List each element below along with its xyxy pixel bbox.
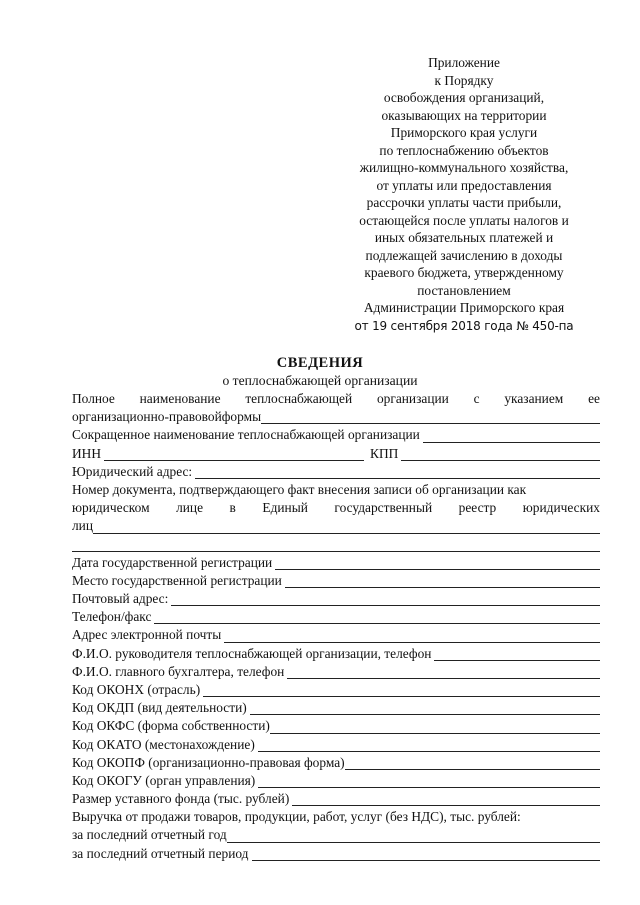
- inn-kpp-field: [72, 445, 600, 463]
- email-label: Адрес электронной почты: [72, 627, 222, 643]
- revenue-label: Выручка от продажи товаров, продукции, работ, услуг (без НДС), тыс. рублей:: [72, 809, 521, 825]
- full-name-blank[interactable]: [261, 411, 600, 424]
- okogu-label: Код ОКОГУ (орган управления): [72, 772, 256, 788]
- phone-fax-label: Телефон/факс: [72, 609, 152, 625]
- appendix-line: к Порядку: [434, 72, 494, 88]
- info-form: [72, 390, 600, 863]
- appendix-line: Приморского края услуги: [390, 125, 538, 140]
- capital-field: [72, 790, 600, 808]
- decree-reference: от 19 сентября 2018 года № 450-па: [354, 318, 574, 333]
- last-period-field: [72, 845, 600, 863]
- appendix-line: по теплоснабжению объектов: [379, 142, 549, 158]
- appendix-line: жилищно-коммунального хозяйства,: [359, 160, 569, 175]
- last-period-label: за последний отчетный период: [72, 845, 249, 861]
- short-name-blank[interactable]: [423, 430, 600, 443]
- inn-label: ИНН: [72, 445, 102, 461]
- appendix-line: краевого бюджета, утвержденному: [364, 265, 564, 280]
- okato-label: Код ОКАТО (местонахождение): [72, 736, 255, 752]
- reg-doc-label-3: лиц: [72, 518, 94, 534]
- revenue-label-row: [72, 808, 600, 826]
- appendix-header: [330, 54, 598, 335]
- reg-doc-label-2: юридическом лице в Единый государственный реестр юридических: [72, 500, 600, 516]
- last-year-blank[interactable]: [227, 830, 600, 843]
- phone-fax-blank[interactable]: [154, 611, 600, 624]
- accountant-field: [72, 663, 600, 681]
- accountant-label: Ф.И.О. главного бухгалтера, телефон: [72, 663, 285, 679]
- director-field: [72, 645, 600, 663]
- okdp-blank[interactable]: [250, 702, 600, 715]
- document-title: СВЕДЕНИЯ: [276, 355, 364, 371]
- short-name-label: Сокращенное наименование теплоснабжающей организации: [72, 427, 420, 443]
- kpp-blank[interactable]: [401, 448, 600, 461]
- short-name-field: [72, 426, 600, 444]
- postal-address-field: [72, 590, 600, 608]
- okfs-field: [72, 717, 600, 735]
- appendix-line: подлежащей зачислению в доходы: [365, 247, 563, 263]
- okdp-label: Код ОКДП (вид деятельности): [72, 700, 247, 716]
- okato-field: [72, 736, 600, 754]
- okato-blank[interactable]: [258, 739, 600, 752]
- capital-blank[interactable]: [292, 793, 600, 806]
- reg-doc-blank-2[interactable]: [72, 536, 600, 554]
- last-year-field: [72, 827, 600, 845]
- full-name-label: Полное наименование теплоснабжающей организации с указанием ее: [72, 391, 600, 406]
- reg-date-blank[interactable]: [275, 557, 600, 570]
- okdp-field: [72, 699, 600, 717]
- reg-place-label: Место государственной регистрации: [72, 572, 282, 588]
- capital-label: Размер уставного фонда (тыс. рублей): [72, 791, 290, 807]
- legal-address-field: [72, 463, 600, 481]
- director-label: Ф.И.О. руководителя теплоснабжающей организации, телефон: [72, 645, 432, 661]
- reg-date-field: [72, 554, 600, 572]
- legal-address-blank[interactable]: [195, 466, 600, 479]
- reg-date-label: Дата государственной регистрации: [72, 554, 273, 570]
- last-period-blank[interactable]: [252, 848, 601, 861]
- accountant-blank[interactable]: [287, 666, 600, 679]
- email-field: [72, 626, 600, 644]
- appendix-line: остающейся после уплаты налогов и: [359, 212, 569, 228]
- reg-doc-label-1: Номер документа, подтверждающего факт внесения записи об организации как: [72, 481, 527, 497]
- phone-fax-field: [72, 608, 600, 626]
- okfs-label: Код ОКФС (форма собственности): [72, 718, 270, 734]
- reg-place-blank[interactable]: [285, 575, 600, 588]
- appendix-line: Администрации Приморского края: [363, 300, 565, 315]
- appendix-line: освобождения организаций,: [383, 90, 545, 105]
- reg-doc-blank[interactable]: [93, 521, 600, 534]
- full-name-label-cont: организационно-правовойформы: [72, 409, 262, 425]
- okonh-field: [72, 681, 600, 699]
- okogu-blank[interactable]: [258, 775, 600, 788]
- okopf-label: Код ОКОПФ (организационно-правовая форма): [72, 754, 345, 770]
- postal-address-label: Почтовый адрес:: [72, 591, 169, 607]
- email-blank[interactable]: [224, 630, 600, 643]
- kpp-label: КПП: [370, 445, 399, 461]
- document-subtitle: о теплоснабжающей организации: [222, 373, 418, 388]
- appendix-line: от уплаты или предоставления: [376, 177, 552, 193]
- full-name-field: [72, 408, 600, 426]
- okopf-blank[interactable]: [345, 757, 600, 770]
- okonh-label: Код ОКОНХ (отрасль): [72, 681, 201, 697]
- okonh-blank[interactable]: [203, 684, 600, 697]
- postal-address-blank[interactable]: [171, 593, 600, 606]
- reg-place-field: [72, 572, 600, 590]
- director-blank[interactable]: [434, 648, 600, 661]
- legal-address-label: Юридический адрес:: [72, 463, 193, 479]
- okogu-field: [72, 772, 600, 790]
- okfs-blank[interactable]: [270, 721, 600, 734]
- appendix-line: постановлением: [417, 282, 511, 298]
- last-year-label: за последний отчетный год: [72, 827, 227, 843]
- inn-blank[interactable]: [104, 448, 364, 461]
- appendix-line: Приложение: [428, 55, 500, 70]
- appendix-line: иных обязательных платежей и: [374, 230, 554, 245]
- appendix-line: рассрочки уплаты части прибыли,: [366, 195, 562, 210]
- reg-doc-field: [72, 517, 600, 535]
- appendix-line: оказывающих на территории: [381, 107, 547, 123]
- okopf-field: [72, 754, 600, 772]
